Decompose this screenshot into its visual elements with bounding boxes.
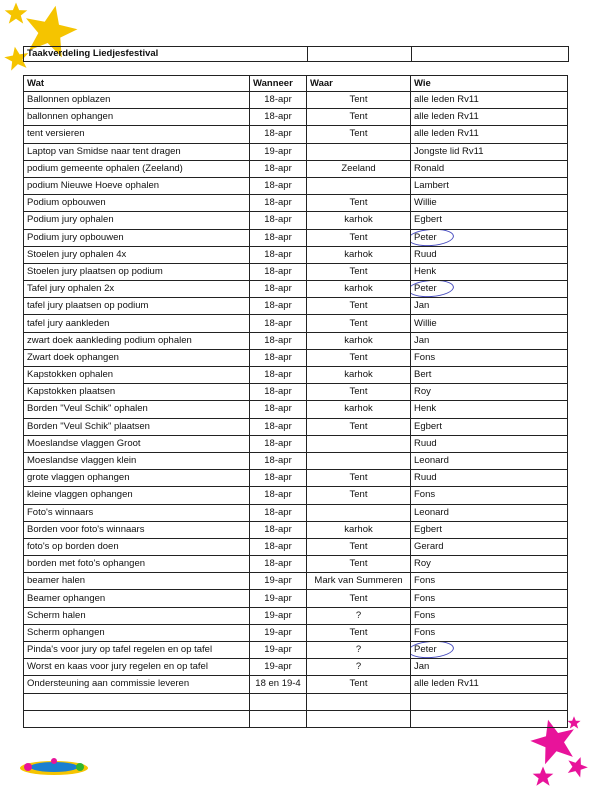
- cell-wie-text: Peter: [414, 283, 437, 295]
- table-row: [24, 487, 568, 504]
- title-empty-cell: [308, 47, 412, 62]
- cell-wanneer: 18-apr: [250, 538, 307, 555]
- cell-wat: Kapstokken plaatsen: [24, 384, 250, 401]
- empty-row: [24, 693, 568, 710]
- cell-wanneer: 18-apr: [250, 452, 307, 469]
- cell-waar: Tent: [307, 315, 411, 332]
- cell-waar: Tent: [307, 195, 411, 212]
- cell-wat: Borden "Veul Schik" ophalen: [24, 401, 250, 418]
- cell-wie: [411, 229, 568, 246]
- cell-waar: [307, 177, 411, 194]
- cell-wie: [411, 281, 568, 298]
- cell-wie: Egbert: [411, 212, 568, 229]
- task-table: [23, 75, 568, 728]
- table-row: [24, 92, 568, 109]
- empty-cell: [24, 693, 250, 710]
- title-table: [23, 46, 569, 62]
- cell-wanneer: 19-apr: [250, 573, 307, 590]
- cell-wanneer: 18-apr: [250, 160, 307, 177]
- logo-image: [18, 755, 90, 777]
- cell-wanneer: 18-apr: [250, 470, 307, 487]
- table-row: [24, 177, 568, 194]
- empty-cell: [307, 693, 411, 710]
- empty-row: [24, 710, 568, 727]
- cell-waar: [307, 504, 411, 521]
- circled-name: [414, 282, 437, 296]
- empty-cell: [411, 693, 568, 710]
- pink-star-small-icon: [567, 716, 581, 730]
- cell-wanneer: 18-apr: [250, 229, 307, 246]
- cell-waar: ?: [307, 642, 411, 659]
- cell-wat: podium gemeente ophalen (Zeeland): [24, 160, 250, 177]
- cell-wie: Jongste lid Rv11: [411, 143, 568, 160]
- table-row: [24, 624, 568, 641]
- cell-wanneer: 18-apr: [250, 109, 307, 126]
- cell-wanneer: 19-apr: [250, 590, 307, 607]
- cell-wat: Borden voor foto's winnaars: [24, 521, 250, 538]
- table-row: [24, 401, 568, 418]
- cell-waar: Tent: [307, 470, 411, 487]
- cell-wie: Fons: [411, 624, 568, 641]
- cell-wat: Pinda's voor jury op tafel regelen en op tafel: [24, 642, 250, 659]
- table-row: [24, 332, 568, 349]
- cell-waar: karhok: [307, 332, 411, 349]
- cell-wat: Podium jury opbouwen: [24, 229, 250, 246]
- table-row: [24, 521, 568, 538]
- cell-waar: [307, 452, 411, 469]
- cell-wanneer: 18-apr: [250, 504, 307, 521]
- cell-wat: ballonnen ophangen: [24, 109, 250, 126]
- cell-wanneer: 18-apr: [250, 367, 307, 384]
- header-waar: Waar: [307, 76, 411, 92]
- cell-wanneer: 18-apr: [250, 332, 307, 349]
- cell-wanneer: 18-apr: [250, 212, 307, 229]
- cell-wat: Laptop van Smidse naar tent dragen: [24, 143, 250, 160]
- cell-wanneer: 18-apr: [250, 401, 307, 418]
- cell-wat: Worst en kaas voor jury regelen en op tafel: [24, 659, 250, 676]
- header-wat: Wat: [24, 76, 250, 92]
- table-row: [24, 607, 568, 624]
- document-title: Taakverdeling Liedjesfestival: [24, 47, 308, 62]
- gold-star-small-icon: [4, 2, 28, 26]
- cell-wanneer: 19-apr: [250, 607, 307, 624]
- cell-wie: Henk: [411, 401, 568, 418]
- cell-wanneer: 18-apr: [250, 487, 307, 504]
- cell-wie: alle leden Rv11: [411, 676, 568, 693]
- cell-wanneer: 18-apr: [250, 246, 307, 263]
- cell-wie: Egbert: [411, 418, 568, 435]
- cell-waar: karhok: [307, 212, 411, 229]
- cell-waar: Tent: [307, 624, 411, 641]
- cell-wanneer: 18-apr: [250, 126, 307, 143]
- cell-wanneer: 18-apr: [250, 556, 307, 573]
- cell-wie: Bert: [411, 367, 568, 384]
- cell-wat: borden met foto's ophangen: [24, 556, 250, 573]
- cell-wat: Podium opbouwen: [24, 195, 250, 212]
- pen-circle-icon: [411, 642, 455, 659]
- cell-waar: Tent: [307, 487, 411, 504]
- cell-wanneer: 19-apr: [250, 143, 307, 160]
- table-row: [24, 435, 568, 452]
- cell-waar: Tent: [307, 590, 411, 607]
- table-row: [24, 160, 568, 177]
- table-row: [24, 573, 568, 590]
- header-wie: Wie: [411, 76, 568, 92]
- cell-wat: tafel jury plaatsen op podium: [24, 298, 250, 315]
- cell-wat: tent versieren: [24, 126, 250, 143]
- cell-waar: karhok: [307, 281, 411, 298]
- cell-wat: tafel jury aankleden: [24, 315, 250, 332]
- table-row: [24, 195, 568, 212]
- cell-wat: foto's op borden doen: [24, 538, 250, 555]
- cell-waar: Tent: [307, 349, 411, 366]
- cell-wie: Fons: [411, 573, 568, 590]
- cell-waar: Tent: [307, 676, 411, 693]
- cell-wie: Ruud: [411, 246, 568, 263]
- cell-wie: Henk: [411, 263, 568, 280]
- header-wanneer: Wanneer: [250, 76, 307, 92]
- table-row: [24, 452, 568, 469]
- table-row: [24, 109, 568, 126]
- table-row: [24, 281, 568, 298]
- cell-waar: Tent: [307, 92, 411, 109]
- cell-waar: Tent: [307, 229, 411, 246]
- cell-wat: Kapstokken ophalen: [24, 367, 250, 384]
- cell-wat: Ondersteuning aan commissie leveren: [24, 676, 250, 693]
- cell-wat: zwart doek aankleding podium ophalen: [24, 332, 250, 349]
- cell-wat: Scherm halen: [24, 607, 250, 624]
- cell-wat: Beamer ophangen: [24, 590, 250, 607]
- cell-wanneer: 19-apr: [250, 642, 307, 659]
- cell-wanneer: 18 en 19-4: [250, 676, 307, 693]
- cell-wie: Fons: [411, 607, 568, 624]
- table-row: [24, 315, 568, 332]
- table-row: [24, 538, 568, 555]
- cell-wie: Lambert: [411, 177, 568, 194]
- table-row: [24, 246, 568, 263]
- circled-name: [414, 643, 437, 657]
- cell-waar: Tent: [307, 126, 411, 143]
- table-row: [24, 212, 568, 229]
- table-row: [24, 418, 568, 435]
- cell-wie: Fons: [411, 349, 568, 366]
- cell-wanneer: 18-apr: [250, 349, 307, 366]
- pink-star-right-icon: [566, 756, 588, 778]
- table-row: [24, 143, 568, 160]
- cell-wat: beamer halen: [24, 573, 250, 590]
- cell-wat: Foto's winnaars: [24, 504, 250, 521]
- cell-wat: Moeslandse vlaggen klein: [24, 452, 250, 469]
- cell-wie-text: Peter: [414, 231, 437, 243]
- cell-wanneer: 18-apr: [250, 263, 307, 280]
- cell-wat: Ballonnen opblazen: [24, 92, 250, 109]
- cell-wanneer: 18-apr: [250, 195, 307, 212]
- cell-waar: Tent: [307, 384, 411, 401]
- cell-waar: Tent: [307, 263, 411, 280]
- cell-wie: Ruud: [411, 470, 568, 487]
- cell-wat: Stoelen jury ophalen 4x: [24, 246, 250, 263]
- cell-wie: Willie: [411, 195, 568, 212]
- empty-cell: [307, 710, 411, 727]
- cell-waar: Tent: [307, 298, 411, 315]
- cell-waar: karhok: [307, 401, 411, 418]
- cell-waar: Zeeland: [307, 160, 411, 177]
- table-row: [24, 229, 568, 246]
- cell-wanneer: 18-apr: [250, 384, 307, 401]
- table-row: [24, 642, 568, 659]
- table-row: [24, 263, 568, 280]
- cell-waar: karhok: [307, 246, 411, 263]
- cell-wat: podium Nieuwe Hoeve ophalen: [24, 177, 250, 194]
- table-row: [24, 470, 568, 487]
- cell-wanneer: 18-apr: [250, 177, 307, 194]
- circled-name: [414, 231, 437, 245]
- table-row: [24, 298, 568, 315]
- cell-wie: Willie: [411, 315, 568, 332]
- cell-wie: alle leden Rv11: [411, 126, 568, 143]
- cell-wanneer: 18-apr: [250, 92, 307, 109]
- cell-wanneer: 18-apr: [250, 521, 307, 538]
- pen-circle-icon: [411, 229, 455, 246]
- cell-wanneer: 18-apr: [250, 315, 307, 332]
- cell-wie-text: Peter: [414, 644, 437, 656]
- table-row: [24, 676, 568, 693]
- table-row: [24, 590, 568, 607]
- cell-wat: Moeslandse vlaggen Groot: [24, 435, 250, 452]
- cell-wanneer: 18-apr: [250, 281, 307, 298]
- cell-wanneer: 18-apr: [250, 418, 307, 435]
- cell-waar: Tent: [307, 556, 411, 573]
- header-row: [24, 76, 568, 92]
- cell-waar: Mark van Summeren: [307, 573, 411, 590]
- empty-cell: [250, 693, 307, 710]
- empty-cell: [24, 710, 250, 727]
- table-row: [24, 384, 568, 401]
- table-row: [24, 504, 568, 521]
- cell-waar: Tent: [307, 109, 411, 126]
- cell-wanneer: 19-apr: [250, 659, 307, 676]
- pen-circle-icon: [411, 281, 455, 298]
- cell-wanneer: 18-apr: [250, 298, 307, 315]
- cell-waar: karhok: [307, 521, 411, 538]
- cell-wie: Gerard: [411, 538, 568, 555]
- cell-wie: Jan: [411, 332, 568, 349]
- cell-waar: karhok: [307, 367, 411, 384]
- cell-waar: [307, 435, 411, 452]
- cell-wie: alle leden Rv11: [411, 109, 568, 126]
- cell-wanneer: 18-apr: [250, 435, 307, 452]
- cell-wat: Podium jury ophalen: [24, 212, 250, 229]
- cell-wie: Fons: [411, 590, 568, 607]
- cell-wie: Roy: [411, 556, 568, 573]
- title-empty-cell: [412, 47, 569, 62]
- cell-wat: grote vlaggen ophangen: [24, 470, 250, 487]
- cell-wie: alle leden Rv11: [411, 92, 568, 109]
- cell-wie: Jan: [411, 659, 568, 676]
- table-row: [24, 367, 568, 384]
- cell-wie: Ruud: [411, 435, 568, 452]
- cell-wat: Zwart doek ophangen: [24, 349, 250, 366]
- cell-wie: Leonard: [411, 452, 568, 469]
- cell-wie: Leonard: [411, 504, 568, 521]
- cell-wie: Ronald: [411, 160, 568, 177]
- cell-wat: Stoelen jury plaatsen op podium: [24, 263, 250, 280]
- empty-cell: [250, 710, 307, 727]
- task-rows: [24, 92, 568, 728]
- cell-wat: kleine vlaggen ophangen: [24, 487, 250, 504]
- cell-waar: ?: [307, 659, 411, 676]
- cell-wie: [411, 642, 568, 659]
- table-row: [24, 349, 568, 366]
- cell-waar: Tent: [307, 418, 411, 435]
- table-row: [24, 556, 568, 573]
- empty-cell: [411, 710, 568, 727]
- table-row: [24, 126, 568, 143]
- cell-wat: Borden "Veul Schik" plaatsen: [24, 418, 250, 435]
- cell-wie: Fons: [411, 487, 568, 504]
- cell-waar: ?: [307, 607, 411, 624]
- cell-wie: Egbert: [411, 521, 568, 538]
- cell-wat: Scherm ophangen: [24, 624, 250, 641]
- table-row: [24, 659, 568, 676]
- cell-waar: Tent: [307, 538, 411, 555]
- cell-wat: Tafel jury ophalen 2x: [24, 281, 250, 298]
- cell-waar: [307, 143, 411, 160]
- pink-star-bottom-icon: [532, 766, 554, 788]
- cell-wie: Roy: [411, 384, 568, 401]
- cell-wanneer: 19-apr: [250, 624, 307, 641]
- cell-wie: Jan: [411, 298, 568, 315]
